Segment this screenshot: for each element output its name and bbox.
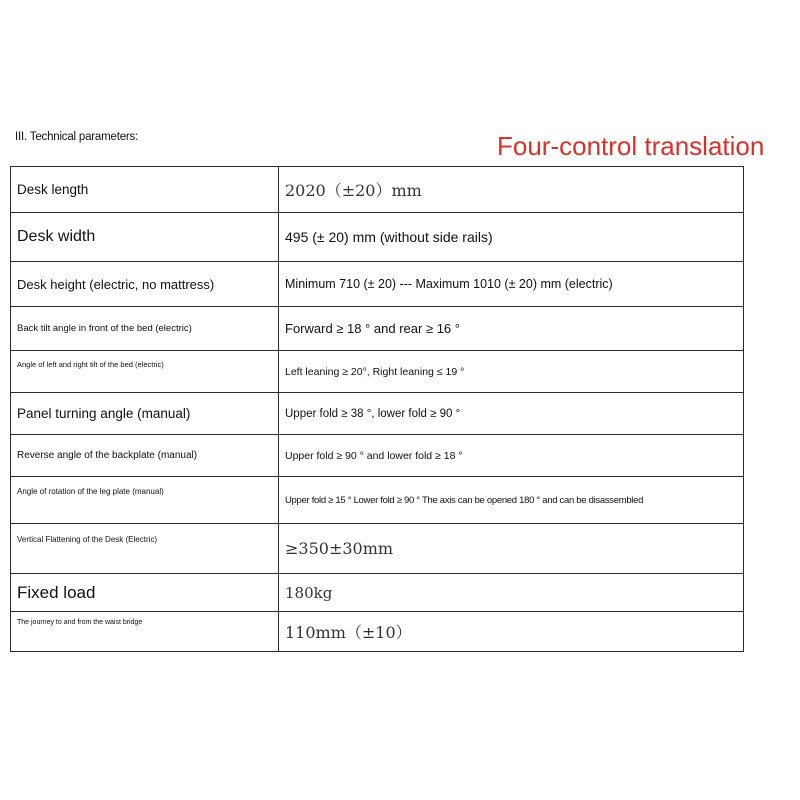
row-value: Upper fold ≥ 15 ° Lower fold ≥ 90 ° The axis can be opened 180 ° and can be disassembled — [279, 477, 744, 524]
table-row — [11, 435, 744, 477]
row-label: Desk height (electric, no mattress) — [11, 262, 279, 307]
row-label: Angle of rotation of the leg plate (manual) — [11, 477, 279, 524]
row-value: 2020（±20）mm — [279, 167, 744, 213]
row-value: Upper fold ≥ 38 °, lower fold ≥ 90 ° — [279, 393, 744, 435]
row-value: Upper fold ≥ 90 ° and lower fold ≥ 18 ° — [279, 435, 744, 477]
table-row — [11, 574, 744, 612]
technical-parameters-table — [10, 166, 744, 652]
table-row — [11, 307, 744, 351]
row-value: 495 (± 20) mm (without side rails) — [279, 213, 744, 262]
table-row — [11, 262, 744, 307]
table-row — [11, 612, 744, 652]
table-row — [11, 524, 744, 574]
table-row — [11, 167, 744, 213]
translation-note: Four-control translation — [497, 131, 765, 161]
table-row — [11, 351, 744, 393]
row-label: Panel turning angle (manual) — [11, 393, 279, 435]
row-label: Vertical Flattening of the Desk (Electric) — [11, 524, 279, 574]
table-row — [11, 213, 744, 262]
row-value: 180kg — [279, 574, 744, 612]
row-label: Reverse angle of the backplate (manual) — [11, 435, 279, 477]
row-label: Back tilt angle in front of the bed (electric) — [11, 307, 279, 351]
row-label: Desk length — [11, 167, 279, 213]
row-label: Desk width — [11, 213, 279, 262]
row-label: Angle of left and right tilt of the bed (electric) — [11, 351, 279, 393]
row-label: Fixed load — [11, 574, 279, 612]
row-value: 110mm（±10） — [279, 612, 744, 652]
row-value: Left leaning ≥ 20°, Right leaning ≤ 19 ° — [279, 351, 744, 393]
table-row — [11, 477, 744, 524]
table-row — [11, 393, 744, 435]
section-title: III. Technical parameters: — [15, 131, 139, 143]
row-value: ≥350±30mm — [279, 524, 744, 574]
row-value: Forward ≥ 18 ° and rear ≥ 16 ° — [279, 307, 744, 351]
row-label: The journey to and from the waist bridge — [11, 612, 279, 652]
row-value: Minimum 710 (± 20) --- Maximum 1010 (± 20) mm (electric) — [279, 262, 744, 307]
